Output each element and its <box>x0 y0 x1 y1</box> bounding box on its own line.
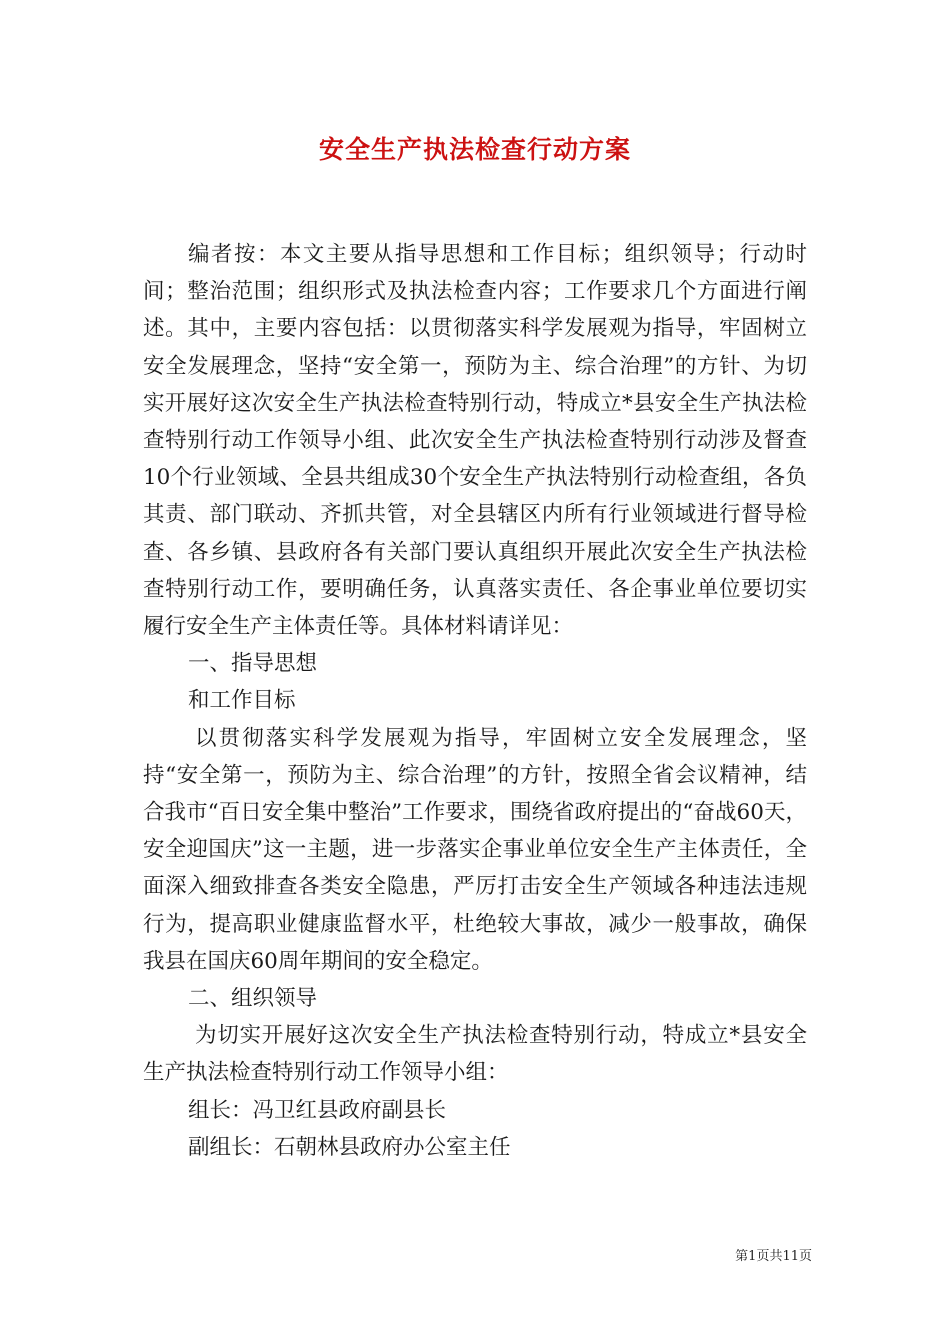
page-number: 第1页共11页 <box>735 1249 812 1264</box>
document-body <box>143 236 807 1166</box>
section-2-paragraph: 为切实开展好这次安全生产执法检查特别行动，特成立*县安全生产执法检查特别行动工作领导小组： <box>143 1023 807 1086</box>
document-title: 安全生产执法检查行动方案 <box>318 135 631 164</box>
editor-note-paragraph: 编者按：本文主要从指导思想和工作目标；组织领导；行动时间；整治范围；组织形式及执法检查内容；工作要求几个方面进行阐述。其中，主要内容包括：以贯彻落实科学发展观为指导，牢固树立安全发展理念，坚持“安全第一，预防为主、综合治理”的方针、为切实开展好这次安全生产执法检查特别行动，特成立*县安全生产执法检查特别行动工作领导小组、此次安全生产执法检查特别行动涉及督查10个行业领域、全县共组成30个安全生产执法特别行动检查组，各负其责、部门联动、齐抓共管，对全县辖区内所有行业领域进行督导检查、各乡镇、县政府各有关部门要认真组织开展此次安全生产执法检查特别行动工作，要明确任务，认真落实责任、各企事业单位要切实履行安全生产主体责任等。具体材料请详见： <box>143 242 807 640</box>
section-1-paragraph: 以贯彻落实科学发展观为指导，牢固树立安全发展理念，坚持“安全第一，预防为主、综合治理”的方针，按照全省会议精神，结合我市“百日安全集中整治”工作要求，围绕省政府提出的“奋战60天，安全迎国庆”这一主题，进一步落实企事业单位安全生产主体责任，全面深入细致排查各类安全隐患，严厉打击安全生产领域各种违法违规行为，提高职业健康监督水平，杜绝较大事故，减少一般事故，确保我县在国庆60周年期间的安全稳定。 <box>143 725 807 974</box>
section-2-heading: 二、组织领导 <box>188 986 318 1012</box>
deputy-leader-line: 副组长：石朝林县政府办公室主任 <box>188 1134 511 1160</box>
section-1-heading: 一、指导思想 <box>188 651 318 677</box>
leader-line: 组长：冯卫红县政府副县长 <box>188 1097 447 1123</box>
section-1-heading-continued: 和工作目标 <box>188 688 296 714</box>
